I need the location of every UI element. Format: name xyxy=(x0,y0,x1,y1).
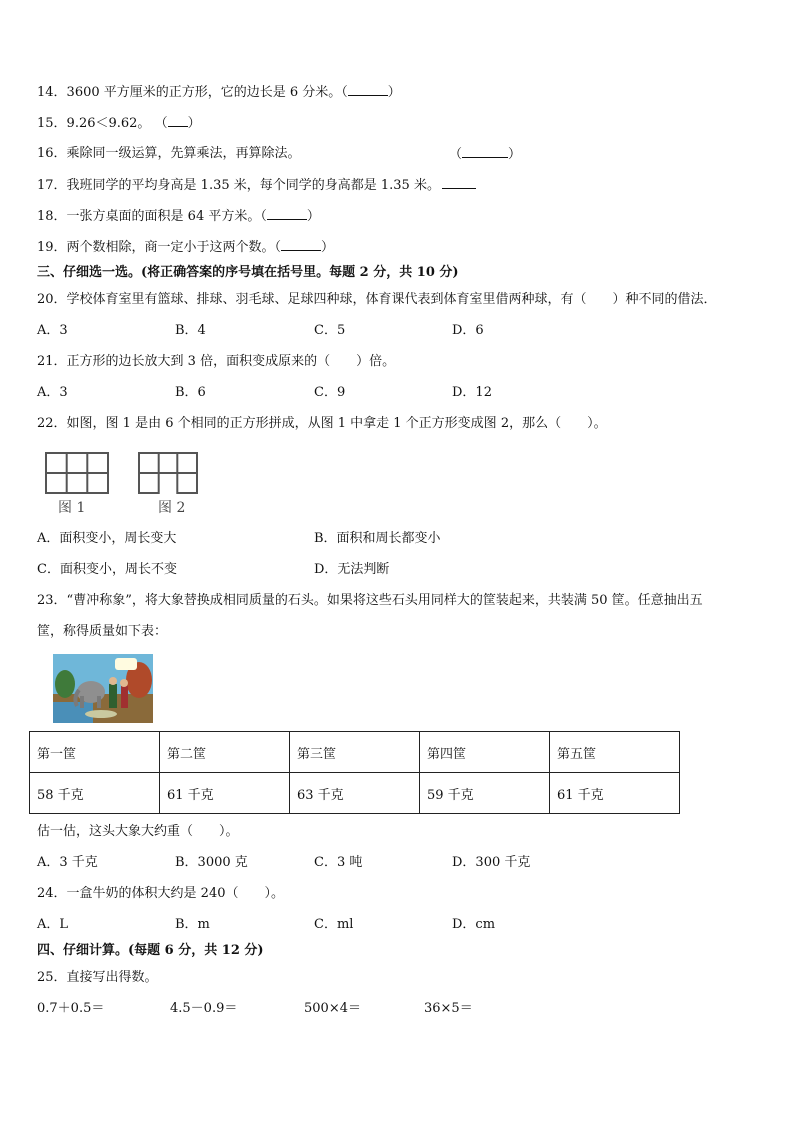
q24-option-a[interactable]: A．L xyxy=(37,917,69,932)
table-header-cell: 第五筐 xyxy=(550,732,680,773)
q20-option-b[interactable]: B．4 xyxy=(175,323,206,338)
q20-option-a[interactable]: A．3 xyxy=(37,323,68,338)
question-20-text: 20．学校体育室里有篮球、排球、羽毛球、足球四种球，体育课代表到体育室里借两种球，有（ ）种不同的借法． xyxy=(37,292,717,307)
table-cell: 63 千克 xyxy=(290,773,420,814)
table-cell: 61 千克 xyxy=(550,773,680,814)
table-cell: 59 千克 xyxy=(420,773,550,814)
figure-2-label: 图 2 xyxy=(158,500,186,516)
q20-option-d[interactable]: D．6 xyxy=(452,323,484,338)
q20-option-c[interactable]: C．5 xyxy=(314,323,346,338)
figure-1 xyxy=(45,452,109,498)
table-row xyxy=(30,773,680,814)
paren-close: ） xyxy=(508,147,522,162)
q23-option-c[interactable]: C．3 吨 xyxy=(314,855,363,870)
answer-blank[interactable] xyxy=(168,114,188,127)
cao-chong-weighs-elephant-image xyxy=(53,654,153,723)
question-25-text: 25．直接写出得数。 xyxy=(37,970,158,985)
q21-option-d[interactable]: D．12 xyxy=(452,385,492,400)
question-16 xyxy=(37,145,301,163)
question-23-line-2: 筐，称得质量如下表： xyxy=(37,624,168,639)
table-cell: 61 千克 xyxy=(160,773,290,814)
table-header-cell: 第二筐 xyxy=(160,732,290,773)
q24-option-c[interactable]: C．ml xyxy=(314,917,354,932)
calc-item: 500×4＝ xyxy=(304,1001,361,1016)
answer-blank[interactable] xyxy=(442,176,476,189)
q23-option-d[interactable]: D．300 千克 xyxy=(452,855,531,870)
question-15-text: 15．9.26＜9.62。 （ xyxy=(37,116,168,131)
table-header-cell: 第一筐 xyxy=(30,732,160,773)
q21-option-b[interactable]: B．6 xyxy=(175,385,206,400)
question-14 xyxy=(37,83,401,102)
q21-option-a[interactable]: A．3 xyxy=(37,385,68,400)
q23-option-a[interactable]: A．3 千克 xyxy=(37,855,98,870)
question-16-text: 16．乘除同一级运算，先算乘法，再算除法。 xyxy=(37,146,301,161)
question-22-text: 22．如图，图 1 是由 6 个相同的正方形拼成，从图 1 中拿走 1 个正方形变成图 2，那么（ ）。 xyxy=(37,416,607,431)
figure-1-grid xyxy=(45,452,109,494)
q22-option-b[interactable]: B．面积和周长都变小 xyxy=(314,531,441,546)
table-header-cell: 第四筐 xyxy=(420,732,550,773)
answer-blank[interactable] xyxy=(348,83,388,96)
q24-option-d[interactable]: D．cm xyxy=(452,917,496,932)
q23-option-b[interactable]: B．3000 克 xyxy=(175,855,248,870)
question-14-text: 14．3600 平方厘米的正方形，它的边长是 6 分米。（ xyxy=(37,85,348,100)
q22-option-a[interactable]: A．面积变小，周长变大 xyxy=(37,531,177,546)
figure-1-label: 图 1 xyxy=(58,500,86,516)
question-23-line-1: 23．“曹冲称象”，将大象替换成相同质量的石头。如果将这些石头用同样大的筐装起来，共装满 50 筐。任意抽出五 xyxy=(37,593,703,608)
q22-option-d[interactable]: D．无法判断 xyxy=(314,562,390,577)
paren-close: ） xyxy=(306,209,320,224)
paren-close: ） xyxy=(321,240,335,255)
paren-open: （ xyxy=(449,147,463,162)
question-18 xyxy=(37,207,320,226)
calc-item: 36×5＝ xyxy=(424,1001,473,1016)
answer-blank[interactable] xyxy=(281,238,321,251)
section-4-title: 四、仔细计算。(每题 6 分，共 12 分) xyxy=(37,943,264,958)
q21-option-c[interactable]: C．9 xyxy=(314,385,346,400)
question-19-text: 19．两个数相除，商一定小于这两个数。（ xyxy=(37,240,282,255)
q24-option-b[interactable]: B．m xyxy=(175,917,210,932)
table-cell: 58 千克 xyxy=(30,773,160,814)
q22-option-c[interactable]: C．面积变小，周长不变 xyxy=(37,562,177,577)
answer-blank[interactable] xyxy=(462,145,508,158)
paren-close: ） xyxy=(387,85,401,100)
elephant-illustration xyxy=(53,654,153,723)
question-16-answer xyxy=(449,145,521,164)
section-3-title: 三、仔细选一选。(将正确答案的序号填在括号里。每题 2 分，共 10 分) xyxy=(37,265,459,280)
answer-blank[interactable] xyxy=(267,207,307,220)
question-15 xyxy=(37,114,201,133)
question-24-text: 24．一盒牛奶的体积大约是 240（ ）。 xyxy=(37,886,284,901)
calc-item: 0.7＋0.5＝ xyxy=(37,1001,105,1016)
question-17-text: 17．我班同学的平均身高是 1.35 米，每个同学的身高都是 1.35 米。 xyxy=(37,178,440,193)
figure-2 xyxy=(138,452,198,498)
paren-close: ） xyxy=(187,116,201,131)
question-23-prompt: 估一估，这头大象大约重（ ）。 xyxy=(37,824,239,839)
question-19 xyxy=(37,238,334,257)
figure-2-grid xyxy=(138,452,198,494)
question-17 xyxy=(37,176,476,195)
basket-weight-table xyxy=(29,731,680,814)
table-header-row xyxy=(30,732,680,773)
question-21-text: 21．正方形的边长放大到 3 倍，面积变成原来的（ ）倍。 xyxy=(37,354,396,369)
calc-item: 4.5－0.9＝ xyxy=(170,1001,238,1016)
question-18-text: 18．一张方桌面的面积是 64 平方米。（ xyxy=(37,209,267,224)
table-header-cell: 第三筐 xyxy=(290,732,420,773)
